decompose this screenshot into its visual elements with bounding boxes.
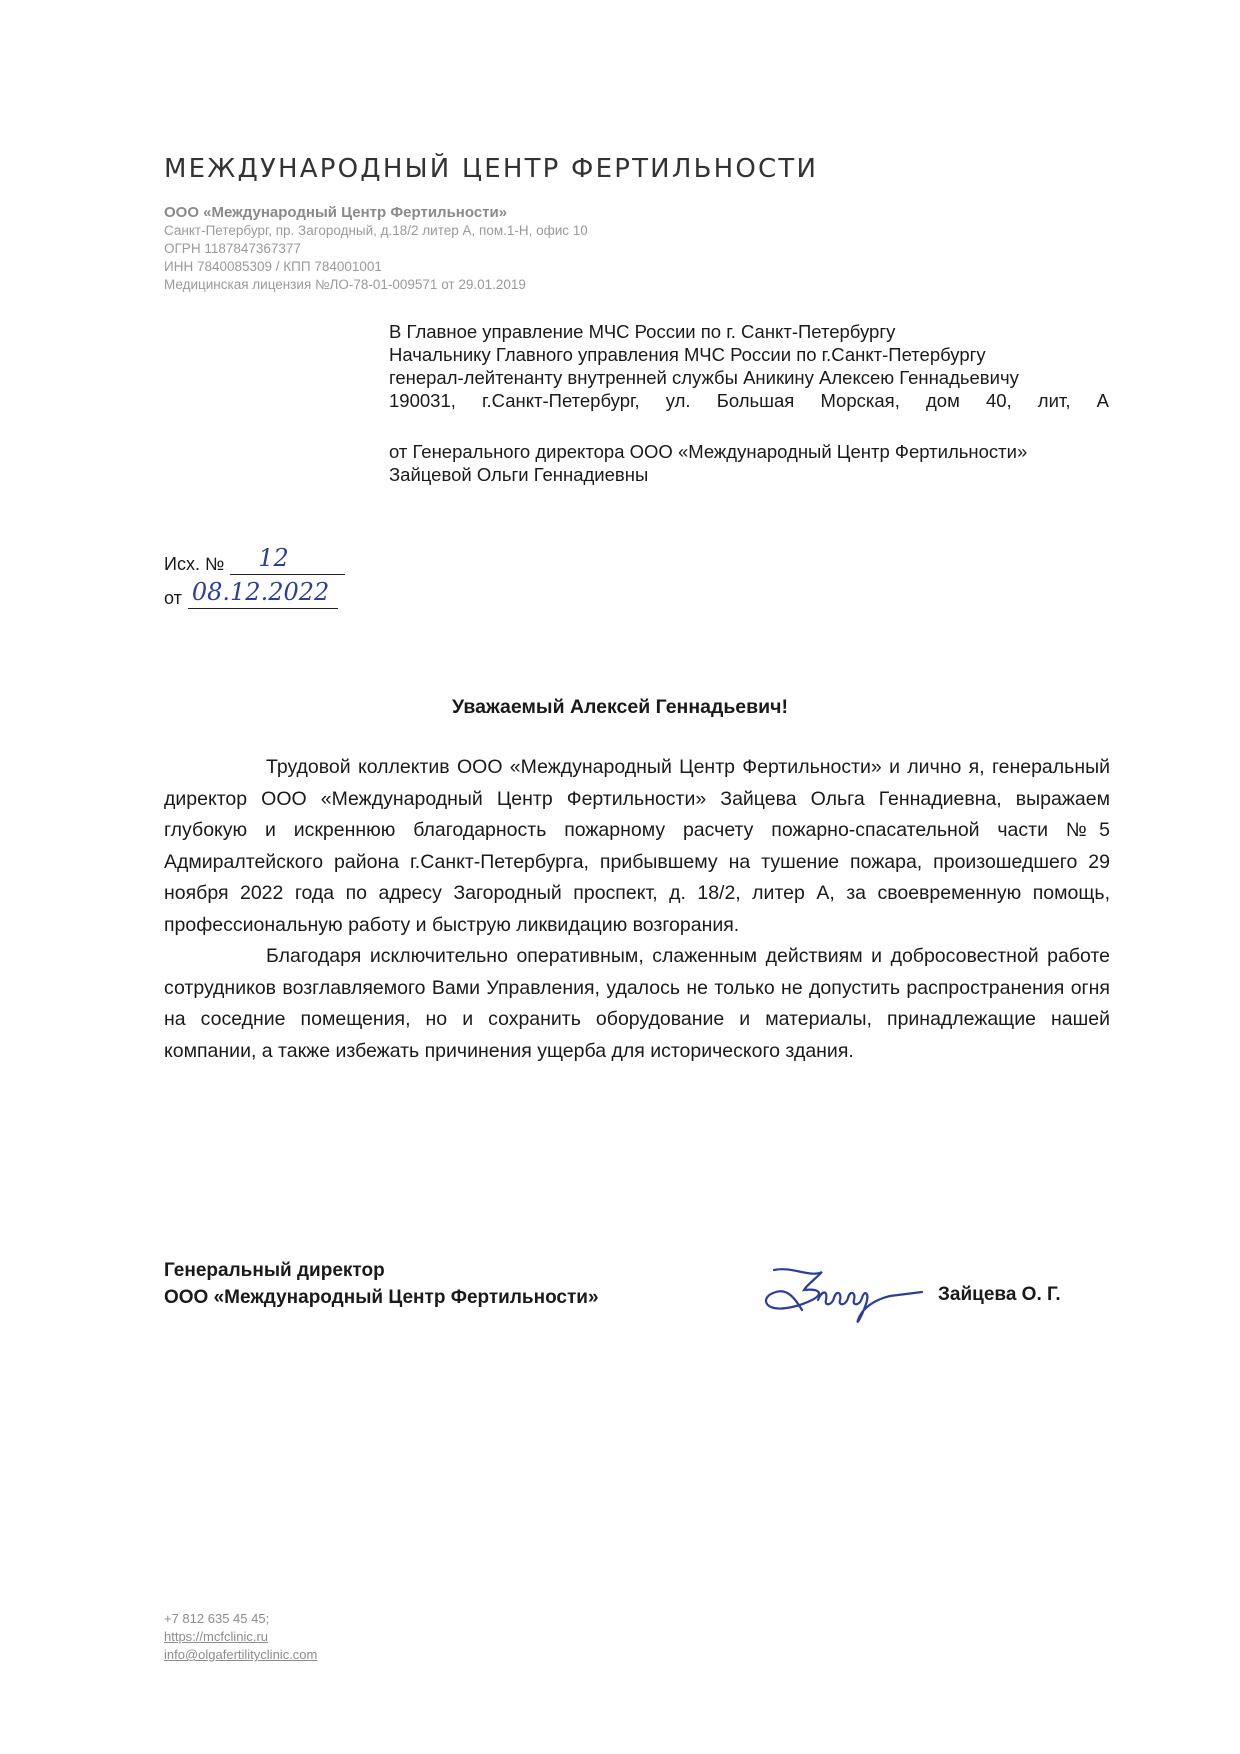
outgoing-number-handwritten: 12 [258, 544, 289, 572]
body-paragraph: Благодаря исключительно оперативным, слаженным действиям и добросовестной работе сотрудников возглавляемого Вами Управления, удалось не только не допустить распространения огня на соседние помещения, но и сохранить оборудование и материалы, принадлежащие нашей компании, а также избежать причинения ущерба для исторического здания. [164, 945, 1110, 1062]
letterhead-brand-title: МЕЖДУНАРОДНЫЙ ЦЕНТР ФЕРТИЛЬНОСТИ [164, 154, 819, 184]
body-paragraph: Трудовой коллектив ООО «Международный Центр Фертильности» и лично я, генеральный директор ООО «Международный Центр Фертильности» Зайцева Ольга Геннадиевна, выражаем глубокую и искреннюю благодарность пожарному расчету пожарно-спасательной части №5 Адмиралтейского района г.Санкт-Петербурга, прибывшему на тушение пожара, произошедшего 29 ноября 2022 года по адресу Загородный проспект, д. 18/2, литер А, за своевременную помощь, профессиональную работу и быструю ликвидацию возгорания. [164, 756, 1110, 936]
signatory-block [164, 1257, 599, 1311]
letter-body [164, 752, 1110, 1067]
outgoing-date-row [164, 578, 338, 609]
outgoing-date-field [188, 578, 338, 609]
salutation: Уважаемый Алексей Геннадьевич! [452, 696, 788, 718]
footer-contacts [164, 1610, 317, 1664]
handwritten-signature-icon [762, 1260, 932, 1335]
addressee-postal-address [389, 389, 1109, 412]
address-word: А [1096, 390, 1109, 411]
outgoing-date-handwritten: 08.12.2022 [191, 578, 330, 606]
sender-line: от Генерального директора ООО «Международный Центр Фертильности» [389, 441, 1028, 462]
letterhead-org-details [164, 204, 588, 294]
signatory-position: Генеральный директор [164, 1260, 385, 1281]
address-word: Морская, [820, 390, 900, 411]
org-name: ООО «Международный Центр Фертильности» [164, 204, 508, 221]
org-address: Санкт-Петербург, пр. Загородный, д.18/2 литер А, пом.1-Н, офис 10 [164, 223, 588, 238]
addressee-line: Начальнику Главного управления МЧС России по г.Санкт-Петербургу [389, 344, 986, 365]
org-license: Медицинская лицензия №ЛО-78-01-009571 от 29.01.2019 [164, 277, 526, 292]
address-word: 40, [985, 390, 1012, 411]
addressee-line: генерал-лейтенанту внутренней службы Аникину Алексею Геннадьевичу [389, 367, 1019, 388]
address-word: 190031, [389, 390, 456, 411]
footer-website-link[interactable]: https://mcfclinic.ru [164, 1629, 269, 1644]
org-ogrn: ОГРН 1187847367377 [164, 241, 301, 256]
signatory-name: Зайцева О. Г. [938, 1284, 1061, 1305]
address-word: г.Санкт-Петербург, [482, 390, 640, 411]
outgoing-number-row [164, 544, 345, 575]
addressee-line: В Главное управление МЧС России по г. Санкт-Петербургу [389, 321, 896, 342]
outgoing-number-label: Исх. № [164, 554, 225, 574]
footer-email-link[interactable]: info@olgafertilityclinic.com [164, 1647, 318, 1662]
outgoing-date-label: от [164, 588, 182, 608]
address-word: Большая [716, 390, 795, 411]
address-word: дом [925, 390, 960, 411]
sender-block [389, 440, 1027, 486]
footer-phone: +7 812 635 45 45; [164, 1611, 270, 1626]
outgoing-number-field [230, 544, 345, 575]
signatory-company: ООО «Международный Центр Фертильности» [164, 1287, 599, 1308]
addressee-block [389, 320, 1109, 412]
sender-line: Зайцевой Ольги Геннадиевны [389, 464, 649, 485]
address-word: ул. [665, 390, 691, 411]
org-inn-kpp: ИНН 7840085309 / КПП 784001001 [164, 259, 382, 274]
address-word: лит, [1037, 390, 1071, 411]
